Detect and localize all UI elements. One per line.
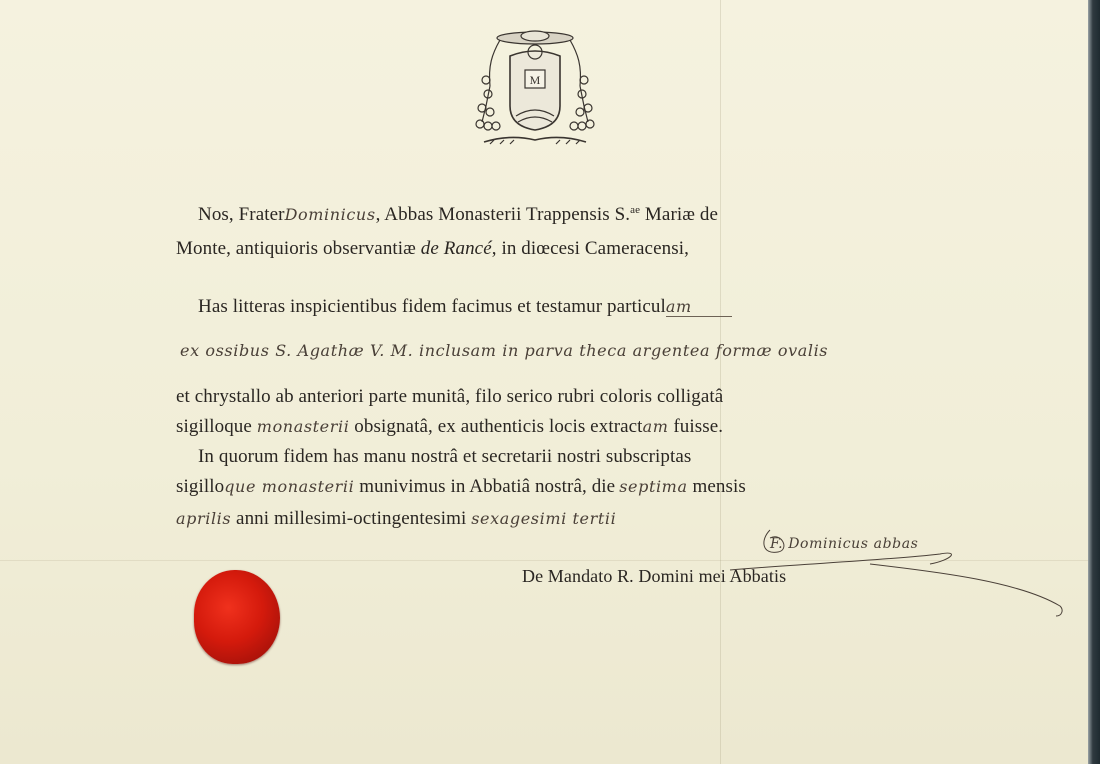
text-line: Monte, antiquioris observantiæ de Rancé, in diœcesi Cameracensi, — [176, 238, 689, 259]
text-line: aprilis anni millesimi-octingentesimi sexagesimi tertii — [176, 508, 617, 529]
abbot-signature: F. Dominicus abbas — [770, 536, 919, 552]
coat-of-arms-icon — [470, 26, 600, 154]
wax-seal-icon — [194, 570, 280, 664]
text-line: Has litteras inspicientibus fidem facimus et testamur particulam — [198, 296, 732, 318]
handwritten-insert: septima — [619, 477, 688, 496]
handwritten-insert: aprilis — [176, 509, 232, 528]
handwritten-name: Dominicus — [284, 205, 376, 224]
text-line: Nos, FraterDominicus, Abbas Monasterii Trappensis S.$^{ae}$ Mariæ de — [198, 204, 719, 225]
handwritten-insert: am — [666, 297, 732, 317]
handwritten-insert: que monasterii — [224, 477, 355, 496]
text-line: In quorum fidem has manu nostrâ et secretarii nostri subscriptas — [198, 446, 692, 467]
svg-text:M: M — [529, 73, 541, 87]
text-line: sigilloque monasterii obsignatâ, ex authenticis locis extractam fuisse. — [176, 416, 724, 437]
text-line — [180, 340, 828, 362]
handwritten-insert: am — [642, 417, 669, 436]
text-line: sigilloque monasterii munivimus in Abbatiâ nostrâ, die septima mensis — [176, 476, 746, 497]
handwritten-insert: sexagesimi tertii — [471, 509, 617, 528]
mandate-line: De Mandato R. Domini mei Abbatis — [522, 566, 787, 586]
text-line: et chrystallo ab anteriori parte munitâ, filo serico rubri coloris colligatâ — [176, 386, 724, 407]
handwritten-insert: ex ossibus S. Agathæ V. M. inclusam in parva theca argentea formæ ovalis — [180, 341, 829, 360]
handwritten-insert: monasterii — [256, 417, 350, 436]
fold-line — [720, 0, 721, 764]
page-edge — [1088, 0, 1100, 764]
